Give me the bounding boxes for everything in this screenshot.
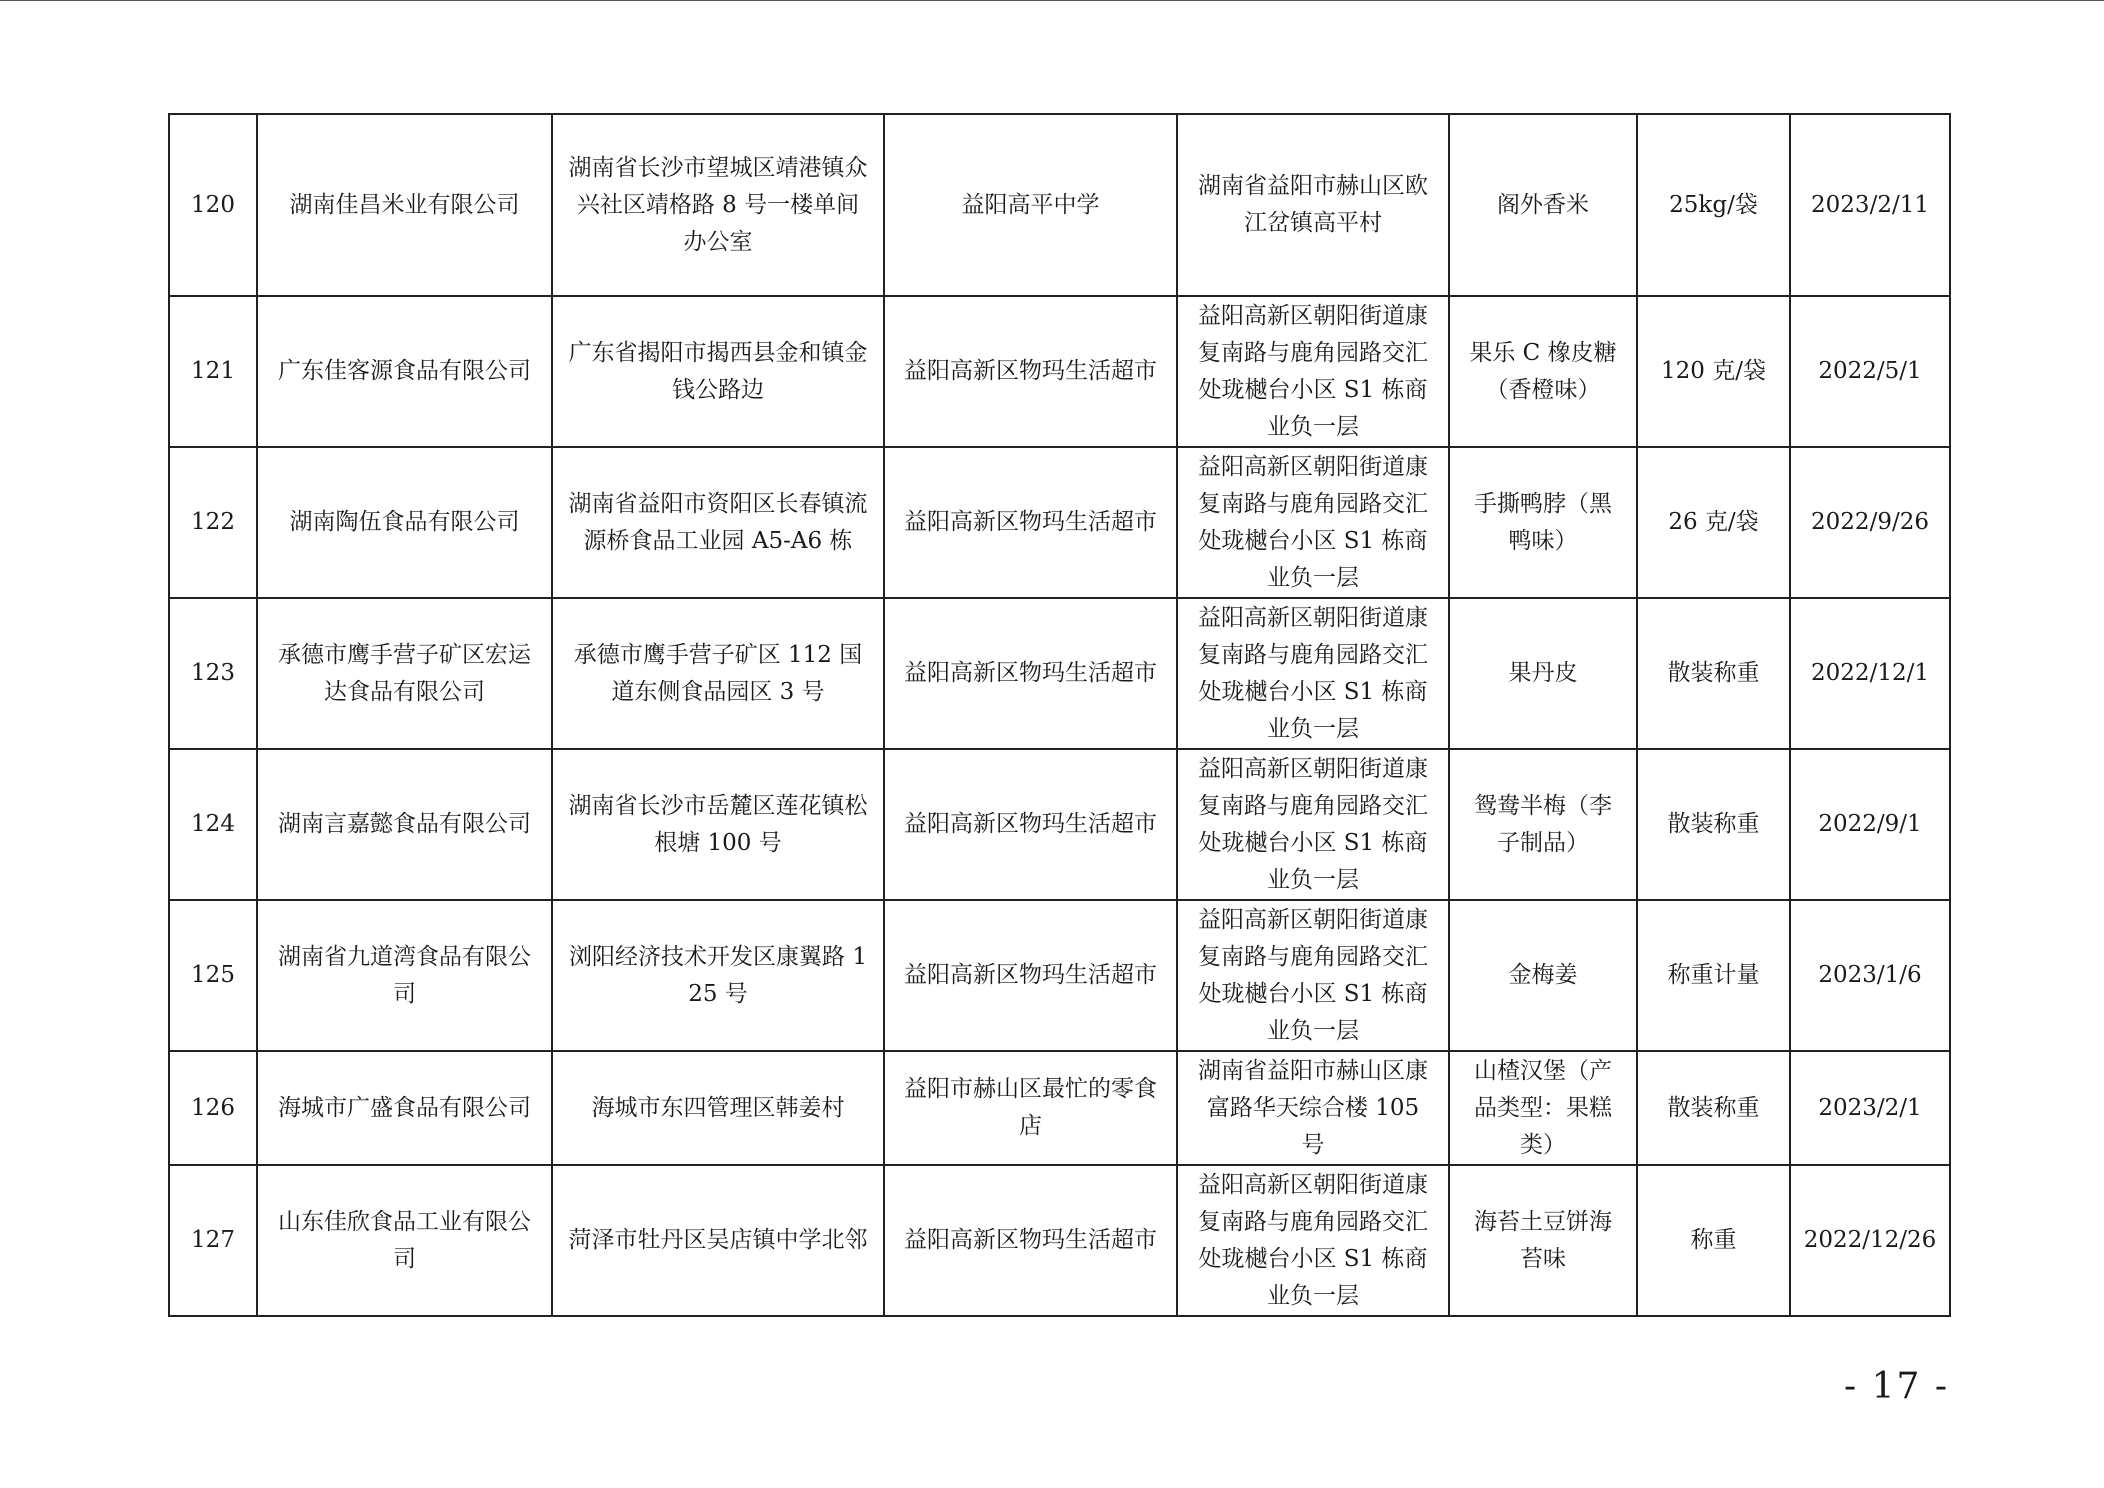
cell-sampled-unit: 益阳高新区物玛生活超市 xyxy=(884,900,1177,1051)
cell-spec: 散装称重 xyxy=(1637,598,1790,749)
cell-production-date: 2023/1/6 xyxy=(1790,900,1950,1051)
top-border-line xyxy=(0,0,2104,1)
cell-production-date: 2022/9/26 xyxy=(1790,447,1950,598)
cell-seq: 122 xyxy=(169,447,257,598)
cell-producer-address: 广东省揭阳市揭西县金和镇金钱公路边 xyxy=(552,296,884,447)
cell-seq: 125 xyxy=(169,900,257,1051)
table-row xyxy=(169,114,1950,296)
cell-seq: 126 xyxy=(169,1051,257,1165)
cell-producer-address: 海城市东四管理区韩姜村 xyxy=(552,1051,884,1165)
cell-spec: 120 克/袋 xyxy=(1637,296,1790,447)
cell-sampled-unit: 益阳高平中学 xyxy=(884,114,1177,296)
cell-producer-address: 湖南省益阳市资阳区长春镇流源桥食品工业园 A5-A6 栋 xyxy=(552,447,884,598)
cell-producer-address: 浏阳经济技术开发区康翼路 125 号 xyxy=(552,900,884,1051)
cell-product-name: 山楂汉堡（产品类型：果糕类） xyxy=(1449,1051,1637,1165)
cell-producer: 湖南言嘉懿食品有限公司 xyxy=(257,749,552,900)
cell-spec: 散装称重 xyxy=(1637,1051,1790,1165)
cell-seq: 127 xyxy=(169,1165,257,1316)
table-row xyxy=(169,749,1950,900)
cell-producer: 广东佳客源食品有限公司 xyxy=(257,296,552,447)
cell-sampled-address: 益阳高新区朝阳街道康复南路与鹿角园路交汇处珑樾台小区 S1 栋商业负一层 xyxy=(1177,447,1449,598)
cell-sampled-address: 益阳高新区朝阳街道康复南路与鹿角园路交汇处珑樾台小区 S1 栋商业负一层 xyxy=(1177,1165,1449,1316)
cell-producer: 湖南佳昌米业有限公司 xyxy=(257,114,552,296)
cell-sampled-unit: 益阳市赫山区最忙的零食店 xyxy=(884,1051,1177,1165)
sampling-results-table xyxy=(168,113,1951,1317)
page-number: - 17 - xyxy=(1843,1366,1949,1407)
cell-product-name: 金梅姜 xyxy=(1449,900,1637,1051)
cell-product-name: 阁外香米 xyxy=(1449,114,1637,296)
cell-sampled-unit: 益阳高新区物玛生活超市 xyxy=(884,447,1177,598)
table-row xyxy=(169,598,1950,749)
cell-production-date: 2023/2/11 xyxy=(1790,114,1950,296)
cell-production-date: 2022/12/26 xyxy=(1790,1165,1950,1316)
cell-product-name: 果乐 C 橡皮糖（香橙味） xyxy=(1449,296,1637,447)
table-row xyxy=(169,900,1950,1051)
cell-producer-address: 菏泽市牡丹区吴店镇中学北邻 xyxy=(552,1165,884,1316)
cell-sampled-unit: 益阳高新区物玛生活超市 xyxy=(884,296,1177,447)
cell-sampled-address: 益阳高新区朝阳街道康复南路与鹿角园路交汇处珑樾台小区 S1 栋商业负一层 xyxy=(1177,296,1449,447)
cell-seq: 124 xyxy=(169,749,257,900)
cell-production-date: 2023/2/1 xyxy=(1790,1051,1950,1165)
cell-seq: 120 xyxy=(169,114,257,296)
cell-spec: 26 克/袋 xyxy=(1637,447,1790,598)
cell-spec: 25kg/袋 xyxy=(1637,114,1790,296)
cell-sampled-unit: 益阳高新区物玛生活超市 xyxy=(884,598,1177,749)
cell-spec: 散装称重 xyxy=(1637,749,1790,900)
table-row xyxy=(169,447,1950,598)
cell-sampled-unit: 益阳高新区物玛生活超市 xyxy=(884,1165,1177,1316)
cell-sampled-address: 益阳高新区朝阳街道康复南路与鹿角园路交汇处珑樾台小区 S1 栋商业负一层 xyxy=(1177,749,1449,900)
cell-product-name: 果丹皮 xyxy=(1449,598,1637,749)
cell-sampled-address: 湖南省益阳市赫山区康富路华天综合楼 105 号 xyxy=(1177,1051,1449,1165)
table-row xyxy=(169,1051,1950,1165)
cell-producer: 承德市鹰手营子矿区宏运达食品有限公司 xyxy=(257,598,552,749)
cell-producer: 海城市广盛食品有限公司 xyxy=(257,1051,552,1165)
cell-seq: 123 xyxy=(169,598,257,749)
cell-production-date: 2022/5/1 xyxy=(1790,296,1950,447)
cell-sampled-address: 益阳高新区朝阳街道康复南路与鹿角园路交汇处珑樾台小区 S1 栋商业负一层 xyxy=(1177,598,1449,749)
cell-seq: 121 xyxy=(169,296,257,447)
cell-product-name: 手撕鸭脖（黑鸭味） xyxy=(1449,447,1637,598)
cell-production-date: 2022/12/1 xyxy=(1790,598,1950,749)
cell-producer-address: 承德市鹰手营子矿区 112 国道东侧食品园区 3 号 xyxy=(552,598,884,749)
table-body xyxy=(169,114,1950,1316)
table-row xyxy=(169,296,1950,447)
cell-sampled-unit: 益阳高新区物玛生活超市 xyxy=(884,749,1177,900)
cell-production-date: 2022/9/1 xyxy=(1790,749,1950,900)
cell-sampled-address: 益阳高新区朝阳街道康复南路与鹿角园路交汇处珑樾台小区 S1 栋商业负一层 xyxy=(1177,900,1449,1051)
cell-producer-address: 湖南省长沙市望城区靖港镇众兴社区靖格路 8 号一楼单间办公室 xyxy=(552,114,884,296)
cell-producer: 山东佳欣食品工业有限公司 xyxy=(257,1165,552,1316)
cell-product-name: 鸳鸯半梅（李子制品） xyxy=(1449,749,1637,900)
cell-producer: 湖南陶伍食品有限公司 xyxy=(257,447,552,598)
cell-producer-address: 湖南省长沙市岳麓区莲花镇松根塘 100 号 xyxy=(552,749,884,900)
cell-product-name: 海苔土豆饼海苔味 xyxy=(1449,1165,1637,1316)
cell-spec: 称重计量 xyxy=(1637,900,1790,1051)
table-row xyxy=(169,1165,1950,1316)
cell-spec: 称重 xyxy=(1637,1165,1790,1316)
cell-producer: 湖南省九道湾食品有限公司 xyxy=(257,900,552,1051)
cell-sampled-address: 湖南省益阳市赫山区欧江岔镇高平村 xyxy=(1177,114,1449,296)
